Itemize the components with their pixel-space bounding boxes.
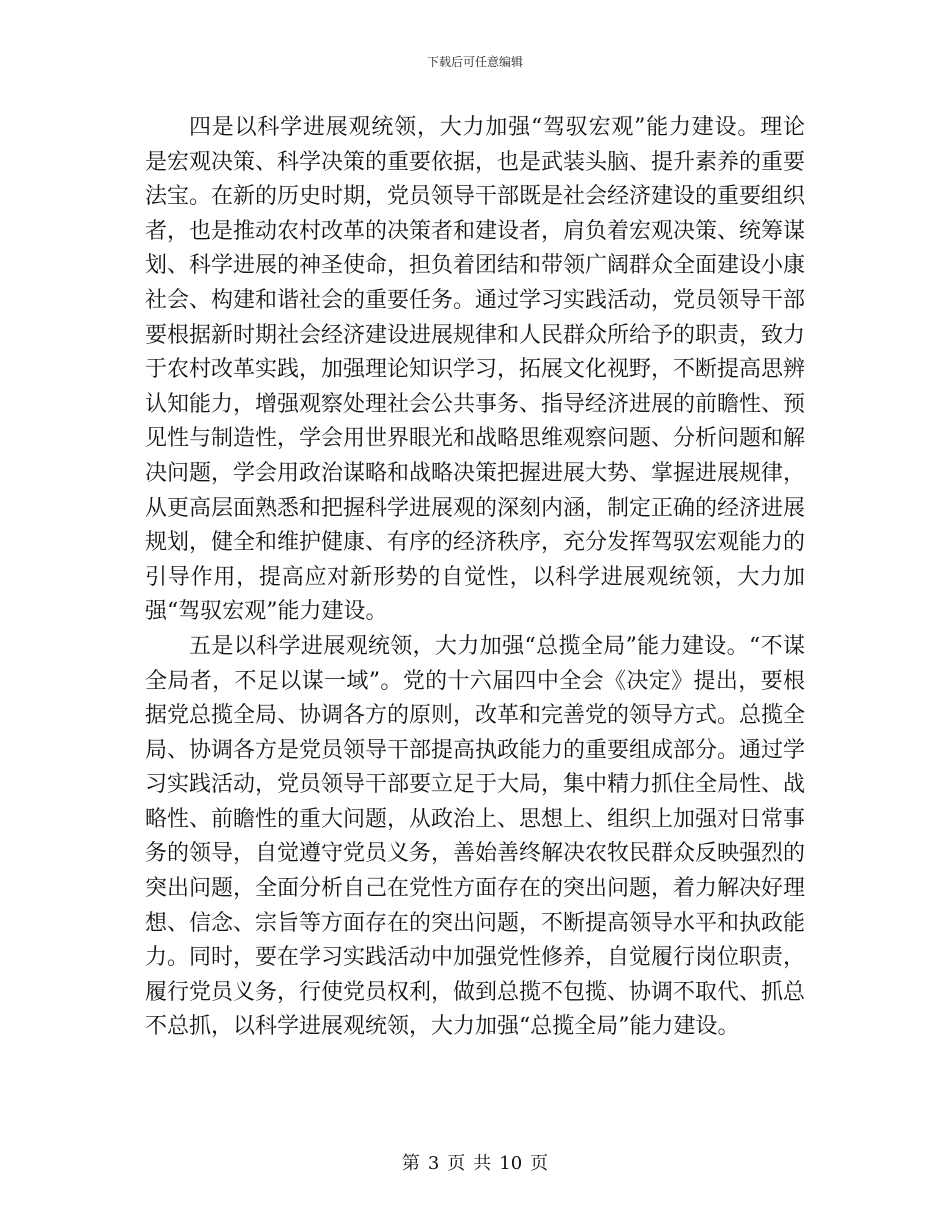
footer-current-page: 3 [427, 1153, 440, 1174]
footer-total-prefix: 共 [473, 1153, 492, 1174]
footer-page-label: 页 [447, 1153, 466, 1174]
footer-suffix: 页 [530, 1153, 549, 1174]
page-footer [0, 1153, 950, 1175]
page-header [0, 55, 950, 69]
paragraph-section-four: 四是以科学进展观统领，大力加强“驾驭宏观”能力建设。理论是宏观决策、科学决策的重要依据，也是武装头脑、提升素养的重要法宝。在新的历史时期，党员领导干部既是社会经济建设的重要组织者，也是推动农村改革的决策者和建设者，肩负着宏观决策、统筹谋划、科学进展的神圣使命，担负着团结和带领广阔群众全面建设小康社会、构建和谐社会的重要任务。通过学习实践活动，党员领导干部要根据新时期社会经济建设进展规律和人民群众所给予的职责，致力于农村改革实践，加强理论知识学习，拓展文化视野，不断提高思辨认知能力，增强观察处理社会公共事务、指导经济进展的前瞻性、预见性与制造性，学会用世界眼光和战略思维观察问题、分析问题和解决问题，学会用政治谋略和战略决策把握进展大势、掌握进展规律，从更高层面熟悉和把握科学进展观的深刻内涵，制定正确的经济进展规划，健全和维护健康、有序的经济秩序，充分发挥驾驭宏观能力的引导作用，提高应对新形势的自觉性，以科学进展观统领，大力加强“驾驭宏观”能力建设。 [145, 115, 806, 625]
footer-total-pages: 10 [499, 1153, 523, 1174]
paragraph-section-five: 五是以科学进展观统领，大力加强“总揽全局”能力建设。“不谋全局者，不足以谋一域”。党的十六届四中全会《决定》提出，要根据党总揽全局、协调各方的原则，改革和完善党的领导方式。总揽全局、协调各方是党员领导干部提高执政能力的重要组成部分。通过学习实践活动，党员领导干部要立足于大局，集中精力抓住全局性、战略性、前瞻性的重大问题，从政治上、思想上、组织上加强对日常事务的领导，自觉遵守党员义务，善始善终解决农牧民群众反映强烈的突出问题，全面分析自己在党性方面存在的突出问题，着力解决好理想、信念、宗旨等方面存在的突出问题，不断提高领导水平和执政能力。同时，要在学习实践活动中加强党性修养，自觉履行岗位职责，履行党员义务，行使党员权利，做到总揽不包揽、协调不取代、抓总不总抓，以科学进展观统领，大力加强“总揽全局”能力建设。 [145, 633, 806, 1040]
header-note: 下载后可任意编辑 [426, 55, 523, 69]
footer-prefix: 第 [401, 1153, 420, 1174]
document-body [145, 111, 805, 1045]
